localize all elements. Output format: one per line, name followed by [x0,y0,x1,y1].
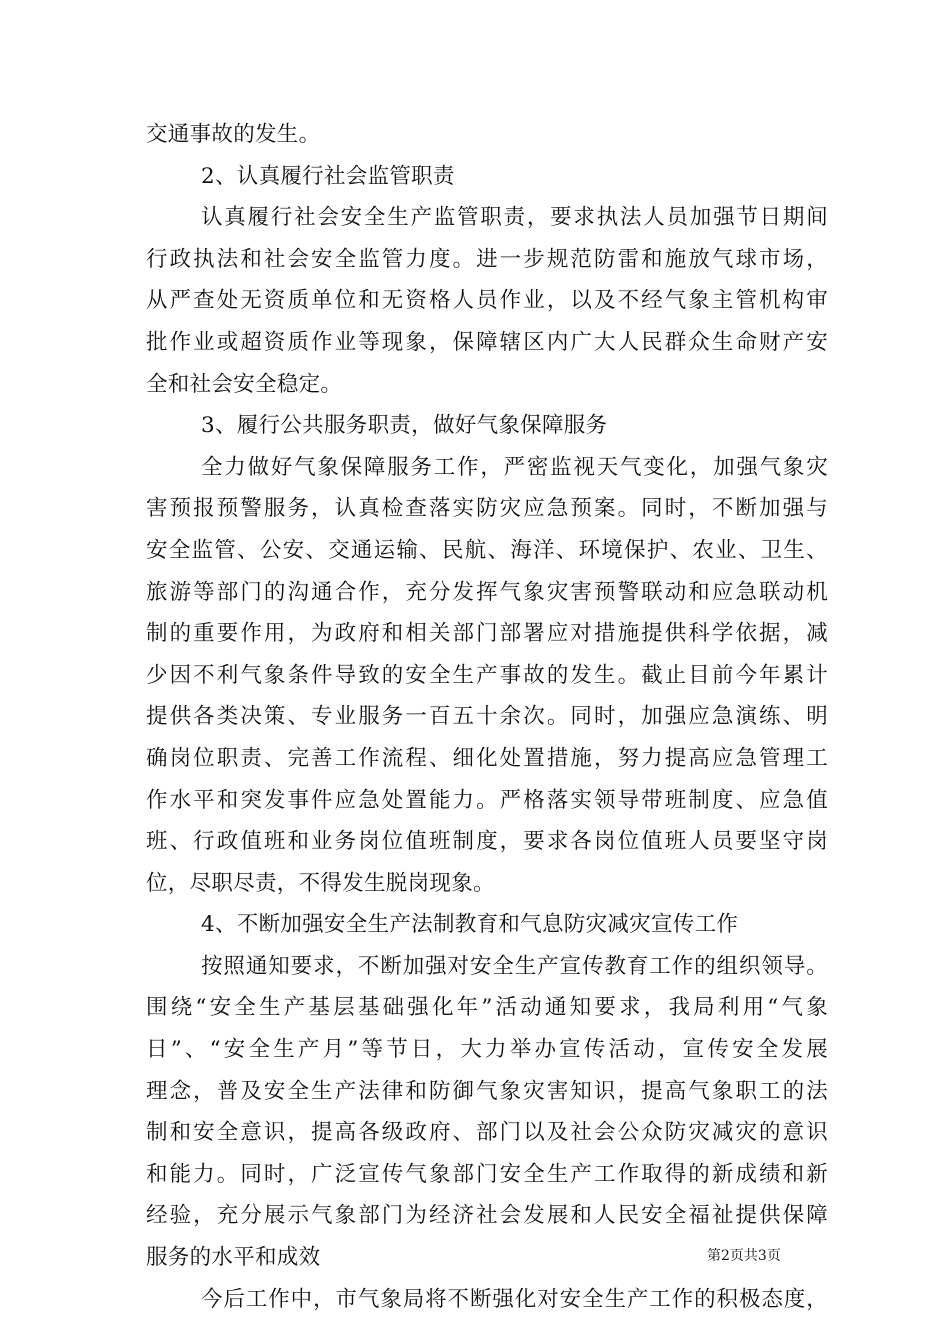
text-line: 安全监管、公安、交通运输、民航、海洋、环境保护、农业、卫生、 [146,537,828,563]
text-line: 少因不利气象条件导致的安全生产事故的发生。截止目前今年累计 [146,662,828,688]
text-line: 制和安全意识，提高各级政府、部门以及社会公众防灾减灾的意识 [146,1120,828,1146]
text-line: 作水平和突发事件应急处置能力。严格落实领导带班制度、应急值 [146,787,828,813]
text-line: 批作业或超资质作业等现象，保障辖区内广大人民群众生命财产安 [146,329,828,355]
text-line: 从严查处无资质单位和无资格人员作业，以及不经气象主管机构审 [146,288,828,314]
text-line: 经验，充分展示气象部门为经济社会发展和人民安全福祉提供保障 [146,1203,828,1229]
text-line: 按照通知要求，不断加强对安全生产宣传教育工作的组织领导。 [201,953,828,979]
text-line: 班、行政值班和业务岗位值班制度，要求各岗位值班人员要坚守岗 [146,829,828,855]
document-body [146,114,828,1320]
text-line: 确岗位职责、完善工作流程、细化处置措施，努力提高应急管理工 [146,745,828,771]
text-line: 理念，普及安全生产法律和防御气象灾害知识，提高气象职工的法 [146,1078,828,1104]
text-line: 认真履行社会安全生产监管职责，要求执法人员加强节日期间 [201,205,828,231]
text-line: 旅游等部门的沟通合作，充分发挥气象灾害预警联动和应急联动机 [146,579,828,605]
text-line: 4、不断加强安全生产法制教育和气息防灾减灾宣传工作 [201,912,739,938]
text-line: 提供各类决策、专业服务一百五十余次。同时，加强应急演练、明 [146,704,828,730]
text-line: 全力做好气象保障服务工作，严密监视天气变化，加强气象灾 [201,454,828,480]
text-line: 2、认真履行社会监管职责 [201,163,455,189]
page-number: 第2页共3页 [707,1248,781,1264]
text-line: 围绕“安全生产基层基础强化年”活动通知要求，我局利用“气象 [146,995,828,1021]
text-line: 和能力。同时，广泛宣传气象部门安全生产工作取得的新成绩和新 [146,1161,828,1187]
text-line: 服务的水平和成效 [146,1245,321,1271]
text-line: 交通事故的发生。 [146,122,321,147]
text-line: 害预报预警服务，认真检查落实防灾应急预案。同时，不断加强与 [146,496,828,522]
text-line: 位，尽职尽责，不得发生脱岗现象。 [146,870,495,896]
text-line: 今后工作中，市气象局将不断强化对安全生产工作的积极态度， [201,1286,828,1312]
text-line: 制的重要作用，为政府和相关部门部署应对措施提供科学依据，减 [146,621,828,647]
text-line: 行政执法和社会安全监管力度。进一步规范防雷和施放气球市场， [146,246,828,272]
text-line: 全和社会安全稳定。 [146,371,343,397]
text-line: 3、履行公共服务职责，做好气象保障服务 [201,413,608,439]
text-line: 日”、“安全生产月”等节日，大力举办宣传活动，宣传安全发展 [146,1037,828,1063]
